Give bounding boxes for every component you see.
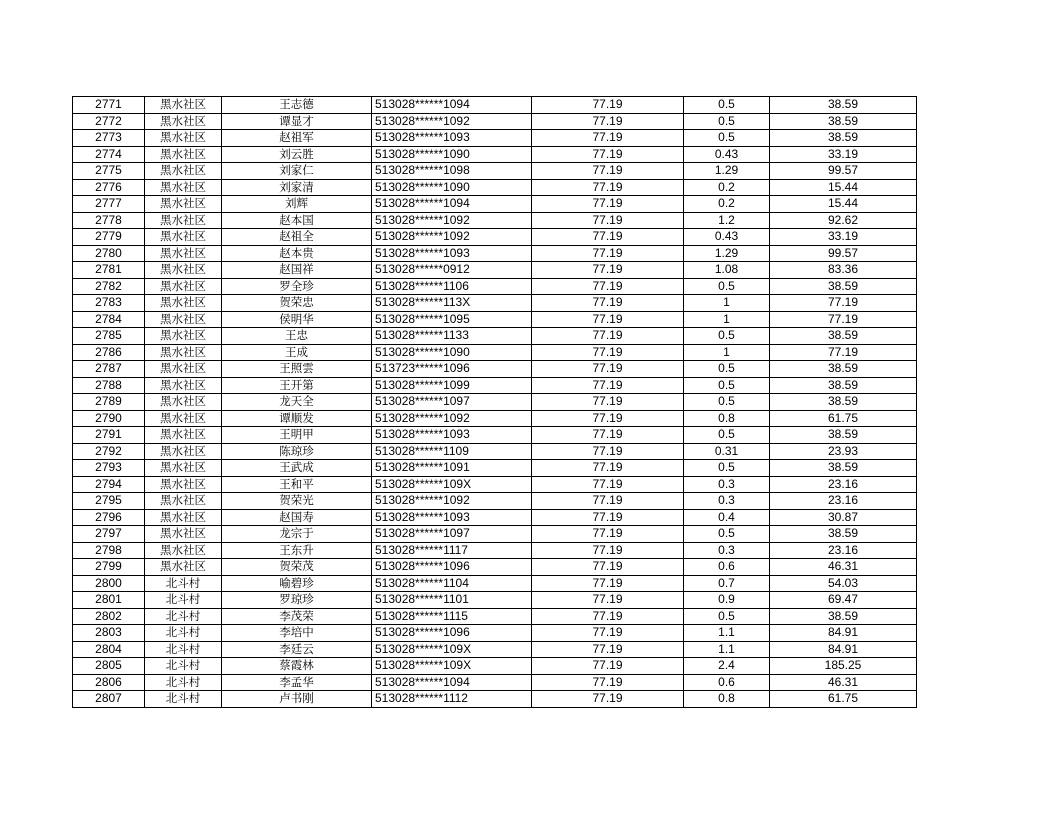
table-row <box>73 608 917 625</box>
cell-person-name: 贺荣茂 <box>222 559 372 576</box>
cell-area: 77.19 <box>532 608 684 625</box>
cell-id-number: 513028******1106 <box>372 278 532 295</box>
cell-serial-number: 2784 <box>73 311 145 328</box>
cell-amount: 23.93 <box>770 443 917 460</box>
table-row <box>73 196 917 213</box>
cell-id-number: 513028******0912 <box>372 262 532 279</box>
cell-id-number: 513028******1095 <box>372 311 532 328</box>
cell-area: 77.19 <box>532 97 684 114</box>
cell-ratio: 0.31 <box>684 443 770 460</box>
cell-id-number: 513028******1096 <box>372 625 532 642</box>
cell-serial-number: 2799 <box>73 559 145 576</box>
cell-person-name: 谭顺发 <box>222 410 372 427</box>
cell-serial-number: 2797 <box>73 526 145 543</box>
cell-village: 北斗村 <box>145 641 222 658</box>
table-row <box>73 625 917 642</box>
cell-amount: 99.57 <box>770 245 917 262</box>
table-row <box>73 97 917 114</box>
cell-area: 77.19 <box>532 262 684 279</box>
table-row <box>73 592 917 609</box>
cell-person-name: 刘家仁 <box>222 163 372 180</box>
cell-amount: 92.62 <box>770 212 917 229</box>
cell-area: 77.19 <box>532 476 684 493</box>
cell-village: 北斗村 <box>145 592 222 609</box>
cell-id-number: 513028******1090 <box>372 179 532 196</box>
cell-amount: 23.16 <box>770 493 917 510</box>
cell-id-number: 513028******1097 <box>372 394 532 411</box>
cell-amount: 38.59 <box>770 130 917 147</box>
cell-person-name: 李培中 <box>222 625 372 642</box>
table-row <box>73 130 917 147</box>
cell-amount: 38.59 <box>770 608 917 625</box>
cell-area: 77.19 <box>532 542 684 559</box>
cell-amount: 23.16 <box>770 542 917 559</box>
cell-person-name: 罗全珍 <box>222 278 372 295</box>
cell-serial-number: 2776 <box>73 179 145 196</box>
cell-area: 77.19 <box>532 229 684 246</box>
cell-village: 黑水社区 <box>145 146 222 163</box>
cell-village: 黑水社区 <box>145 245 222 262</box>
cell-area: 77.19 <box>532 377 684 394</box>
cell-ratio: 1 <box>684 295 770 312</box>
cell-amount: 38.59 <box>770 526 917 543</box>
cell-ratio: 0.43 <box>684 229 770 246</box>
table-row <box>73 344 917 361</box>
cell-id-number: 513028******1090 <box>372 344 532 361</box>
cell-person-name: 王照雲 <box>222 361 372 378</box>
cell-serial-number: 2780 <box>73 245 145 262</box>
cell-amount: 77.19 <box>770 311 917 328</box>
cell-serial-number: 2806 <box>73 674 145 691</box>
cell-amount: 38.59 <box>770 278 917 295</box>
cell-serial-number: 2794 <box>73 476 145 493</box>
cell-serial-number: 2783 <box>73 295 145 312</box>
table-row <box>73 394 917 411</box>
cell-person-name: 王武成 <box>222 460 372 477</box>
cell-ratio: 0.5 <box>684 377 770 394</box>
cell-id-number: 513028******1094 <box>372 674 532 691</box>
cell-amount: 38.59 <box>770 377 917 394</box>
cell-id-number: 513028******109X <box>372 476 532 493</box>
cell-ratio: 1.1 <box>684 625 770 642</box>
cell-ratio: 1.29 <box>684 163 770 180</box>
cell-area: 77.19 <box>532 691 684 708</box>
cell-area: 77.19 <box>532 113 684 130</box>
table-row <box>73 691 917 708</box>
cell-person-name: 王开第 <box>222 377 372 394</box>
table-body <box>73 97 917 708</box>
table-row <box>73 295 917 312</box>
cell-serial-number: 2792 <box>73 443 145 460</box>
cell-ratio: 0.3 <box>684 476 770 493</box>
cell-id-number: 513723******1096 <box>372 361 532 378</box>
cell-id-number: 513028******1092 <box>372 493 532 510</box>
cell-village: 黑水社区 <box>145 377 222 394</box>
cell-ratio: 0.4 <box>684 509 770 526</box>
cell-amount: 15.44 <box>770 196 917 213</box>
table-row <box>73 641 917 658</box>
cell-id-number: 513028******1109 <box>372 443 532 460</box>
cell-serial-number: 2782 <box>73 278 145 295</box>
cell-ratio: 0.6 <box>684 559 770 576</box>
cell-area: 77.19 <box>532 344 684 361</box>
cell-area: 77.19 <box>532 526 684 543</box>
cell-serial-number: 2785 <box>73 328 145 345</box>
cell-area: 77.19 <box>532 641 684 658</box>
cell-village: 黑水社区 <box>145 113 222 130</box>
cell-ratio: 0.5 <box>684 130 770 147</box>
cell-serial-number: 2777 <box>73 196 145 213</box>
cell-ratio: 0.8 <box>684 410 770 427</box>
cell-ratio: 0.5 <box>684 427 770 444</box>
cell-serial-number: 2772 <box>73 113 145 130</box>
cell-id-number: 513028******109X <box>372 658 532 675</box>
cell-id-number: 513028******1094 <box>372 97 532 114</box>
cell-person-name: 侯明华 <box>222 311 372 328</box>
cell-person-name: 李孟华 <box>222 674 372 691</box>
cell-village: 北斗村 <box>145 674 222 691</box>
cell-id-number: 513028******1098 <box>372 163 532 180</box>
cell-person-name: 王明甲 <box>222 427 372 444</box>
table-row <box>73 410 917 427</box>
cell-person-name: 贺荣忠 <box>222 295 372 312</box>
table-row <box>73 113 917 130</box>
cell-amount: 38.59 <box>770 328 917 345</box>
cell-village: 黑水社区 <box>145 196 222 213</box>
cell-area: 77.19 <box>532 625 684 642</box>
cell-village: 黑水社区 <box>145 262 222 279</box>
cell-person-name: 贺荣光 <box>222 493 372 510</box>
cell-amount: 33.19 <box>770 146 917 163</box>
cell-serial-number: 2774 <box>73 146 145 163</box>
cell-amount: 30.87 <box>770 509 917 526</box>
cell-id-number: 513028******1092 <box>372 229 532 246</box>
cell-area: 77.19 <box>532 460 684 477</box>
table-row <box>73 163 917 180</box>
cell-amount: 38.59 <box>770 460 917 477</box>
cell-village: 黑水社区 <box>145 542 222 559</box>
cell-serial-number: 2802 <box>73 608 145 625</box>
cell-id-number: 513028******1092 <box>372 212 532 229</box>
cell-id-number: 513028******1093 <box>372 245 532 262</box>
cell-person-name: 赵祖军 <box>222 130 372 147</box>
cell-village: 黑水社区 <box>145 559 222 576</box>
cell-id-number: 513028******1091 <box>372 460 532 477</box>
cell-village: 黑水社区 <box>145 361 222 378</box>
cell-village: 黑水社区 <box>145 394 222 411</box>
cell-serial-number: 2796 <box>73 509 145 526</box>
cell-area: 77.19 <box>532 493 684 510</box>
cell-amount: 38.59 <box>770 113 917 130</box>
cell-ratio: 0.5 <box>684 113 770 130</box>
cell-area: 77.19 <box>532 509 684 526</box>
cell-ratio: 1 <box>684 311 770 328</box>
cell-village: 黑水社区 <box>145 163 222 180</box>
cell-ratio: 0.5 <box>684 608 770 625</box>
cell-id-number: 513028******109X <box>372 641 532 658</box>
cell-amount: 69.47 <box>770 592 917 609</box>
cell-area: 77.19 <box>532 295 684 312</box>
cell-area: 77.19 <box>532 212 684 229</box>
cell-person-name: 龙宗于 <box>222 526 372 543</box>
cell-village: 黑水社区 <box>145 328 222 345</box>
table-row <box>73 526 917 543</box>
cell-amount: 77.19 <box>770 344 917 361</box>
cell-ratio: 0.3 <box>684 542 770 559</box>
cell-amount: 84.91 <box>770 625 917 642</box>
cell-amount: 99.57 <box>770 163 917 180</box>
cell-village: 黑水社区 <box>145 493 222 510</box>
cell-village: 黑水社区 <box>145 229 222 246</box>
cell-amount: 38.59 <box>770 427 917 444</box>
cell-person-name: 王忠 <box>222 328 372 345</box>
cell-serial-number: 2804 <box>73 641 145 658</box>
cell-person-name: 卢书刚 <box>222 691 372 708</box>
cell-village: 北斗村 <box>145 608 222 625</box>
cell-serial-number: 2807 <box>73 691 145 708</box>
cell-area: 77.19 <box>532 427 684 444</box>
cell-area: 77.19 <box>532 179 684 196</box>
cell-id-number: 513028******1090 <box>372 146 532 163</box>
table-row <box>73 262 917 279</box>
cell-ratio: 0.5 <box>684 328 770 345</box>
cell-ratio: 0.9 <box>684 592 770 609</box>
cell-village: 北斗村 <box>145 658 222 675</box>
table-row <box>73 212 917 229</box>
cell-area: 77.19 <box>532 575 684 592</box>
cell-id-number: 513028******1096 <box>372 559 532 576</box>
cell-person-name: 李廷云 <box>222 641 372 658</box>
cell-area: 77.19 <box>532 328 684 345</box>
table-row <box>73 179 917 196</box>
cell-serial-number: 2795 <box>73 493 145 510</box>
cell-amount: 61.75 <box>770 691 917 708</box>
cell-area: 77.19 <box>532 146 684 163</box>
cell-village: 黑水社区 <box>145 509 222 526</box>
cell-ratio: 0.8 <box>684 691 770 708</box>
table-row <box>73 658 917 675</box>
table-row <box>73 460 917 477</box>
cell-serial-number: 2798 <box>73 542 145 559</box>
cell-serial-number: 2773 <box>73 130 145 147</box>
cell-serial-number: 2791 <box>73 427 145 444</box>
table-row <box>73 361 917 378</box>
cell-amount: 185.25 <box>770 658 917 675</box>
cell-ratio: 0.5 <box>684 361 770 378</box>
cell-id-number: 513028******1101 <box>372 592 532 609</box>
cell-village: 北斗村 <box>145 691 222 708</box>
cell-village: 黑水社区 <box>145 179 222 196</box>
cell-id-number: 513028******1093 <box>372 130 532 147</box>
cell-person-name: 陈琼珍 <box>222 443 372 460</box>
cell-amount: 33.19 <box>770 229 917 246</box>
table-row <box>73 229 917 246</box>
cell-village: 北斗村 <box>145 575 222 592</box>
cell-village: 黑水社区 <box>145 97 222 114</box>
table-row <box>73 245 917 262</box>
cell-amount: 77.19 <box>770 295 917 312</box>
cell-serial-number: 2787 <box>73 361 145 378</box>
cell-village: 黑水社区 <box>145 212 222 229</box>
table-row <box>73 575 917 592</box>
cell-area: 77.19 <box>532 443 684 460</box>
table-row <box>73 311 917 328</box>
cell-village: 黑水社区 <box>145 526 222 543</box>
cell-serial-number: 2790 <box>73 410 145 427</box>
cell-person-name: 谭显才 <box>222 113 372 130</box>
table-row <box>73 377 917 394</box>
cell-person-name: 赵本国 <box>222 212 372 229</box>
cell-village: 黑水社区 <box>145 130 222 147</box>
cell-ratio: 0.5 <box>684 460 770 477</box>
cell-amount: 38.59 <box>770 361 917 378</box>
cell-serial-number: 2771 <box>73 97 145 114</box>
cell-amount: 54.03 <box>770 575 917 592</box>
cell-village: 黑水社区 <box>145 460 222 477</box>
cell-person-name: 喻碧珍 <box>222 575 372 592</box>
cell-ratio: 0.2 <box>684 196 770 213</box>
table-row <box>73 542 917 559</box>
cell-area: 77.19 <box>532 196 684 213</box>
cell-serial-number: 2803 <box>73 625 145 642</box>
cell-id-number: 513028******1093 <box>372 509 532 526</box>
cell-area: 77.19 <box>532 410 684 427</box>
cell-person-name: 王志德 <box>222 97 372 114</box>
cell-person-name: 赵祖全 <box>222 229 372 246</box>
cell-area: 77.19 <box>532 658 684 675</box>
cell-ratio: 0.7 <box>684 575 770 592</box>
cell-area: 77.19 <box>532 674 684 691</box>
cell-ratio: 1 <box>684 344 770 361</box>
cell-serial-number: 2781 <box>73 262 145 279</box>
cell-id-number: 513028******1093 <box>372 427 532 444</box>
data-table <box>72 96 917 708</box>
cell-amount: 15.44 <box>770 179 917 196</box>
cell-village: 黑水社区 <box>145 278 222 295</box>
cell-id-number: 513028******1097 <box>372 526 532 543</box>
table-row <box>73 443 917 460</box>
cell-id-number: 513028******1133 <box>372 328 532 345</box>
cell-id-number: 513028******1112 <box>372 691 532 708</box>
table-row <box>73 427 917 444</box>
cell-village: 黑水社区 <box>145 295 222 312</box>
cell-person-name: 王成 <box>222 344 372 361</box>
cell-ratio: 1.2 <box>684 212 770 229</box>
cell-person-name: 王东升 <box>222 542 372 559</box>
cell-village: 黑水社区 <box>145 311 222 328</box>
cell-amount: 38.59 <box>770 394 917 411</box>
cell-area: 77.19 <box>532 163 684 180</box>
cell-serial-number: 2786 <box>73 344 145 361</box>
cell-ratio: 0.5 <box>684 394 770 411</box>
cell-person-name: 王和平 <box>222 476 372 493</box>
cell-ratio: 0.43 <box>684 146 770 163</box>
cell-village: 黑水社区 <box>145 344 222 361</box>
cell-area: 77.19 <box>532 130 684 147</box>
table-row <box>73 493 917 510</box>
table-row <box>73 328 917 345</box>
cell-person-name: 龙天全 <box>222 394 372 411</box>
cell-amount: 23.16 <box>770 476 917 493</box>
cell-area: 77.19 <box>532 245 684 262</box>
cell-serial-number: 2800 <box>73 575 145 592</box>
cell-amount: 38.59 <box>770 97 917 114</box>
cell-id-number: 513028******113X <box>372 295 532 312</box>
cell-id-number: 513028******1092 <box>372 113 532 130</box>
cell-village: 北斗村 <box>145 625 222 642</box>
cell-person-name: 刘家清 <box>222 179 372 196</box>
cell-person-name: 李茂荣 <box>222 608 372 625</box>
cell-ratio: 1.1 <box>684 641 770 658</box>
table-row <box>73 278 917 295</box>
cell-ratio: 0.2 <box>684 179 770 196</box>
cell-serial-number: 2793 <box>73 460 145 477</box>
cell-amount: 83.36 <box>770 262 917 279</box>
cell-area: 77.19 <box>532 394 684 411</box>
cell-village: 黑水社区 <box>145 476 222 493</box>
cell-ratio: 1.29 <box>684 245 770 262</box>
cell-area: 77.19 <box>532 361 684 378</box>
cell-serial-number: 2779 <box>73 229 145 246</box>
table-row <box>73 146 917 163</box>
cell-serial-number: 2778 <box>73 212 145 229</box>
cell-serial-number: 2775 <box>73 163 145 180</box>
cell-ratio: 0.5 <box>684 278 770 295</box>
cell-village: 黑水社区 <box>145 443 222 460</box>
cell-id-number: 513028******1117 <box>372 542 532 559</box>
cell-ratio: 0.6 <box>684 674 770 691</box>
cell-amount: 84.91 <box>770 641 917 658</box>
cell-id-number: 513028******1092 <box>372 410 532 427</box>
cell-ratio: 1.08 <box>684 262 770 279</box>
cell-amount: 61.75 <box>770 410 917 427</box>
cell-village: 黑水社区 <box>145 410 222 427</box>
cell-area: 77.19 <box>532 311 684 328</box>
table-row <box>73 559 917 576</box>
cell-ratio: 0.5 <box>684 97 770 114</box>
cell-area: 77.19 <box>532 592 684 609</box>
cell-person-name: 刘云胜 <box>222 146 372 163</box>
cell-serial-number: 2788 <box>73 377 145 394</box>
cell-area: 77.19 <box>532 278 684 295</box>
cell-village: 黑水社区 <box>145 427 222 444</box>
table-row <box>73 674 917 691</box>
cell-serial-number: 2789 <box>73 394 145 411</box>
cell-serial-number: 2805 <box>73 658 145 675</box>
cell-amount: 46.31 <box>770 559 917 576</box>
cell-person-name: 赵国寿 <box>222 509 372 526</box>
cell-id-number: 513028******1099 <box>372 377 532 394</box>
cell-id-number: 513028******1115 <box>372 608 532 625</box>
cell-serial-number: 2801 <box>73 592 145 609</box>
cell-ratio: 0.5 <box>684 526 770 543</box>
cell-id-number: 513028******1104 <box>372 575 532 592</box>
cell-person-name: 蔡霞林 <box>222 658 372 675</box>
table-row <box>73 509 917 526</box>
cell-ratio: 2.4 <box>684 658 770 675</box>
table-row <box>73 476 917 493</box>
cell-ratio: 0.3 <box>684 493 770 510</box>
cell-person-name: 罗琼珍 <box>222 592 372 609</box>
cell-amount: 46.31 <box>770 674 917 691</box>
cell-id-number: 513028******1094 <box>372 196 532 213</box>
cell-area: 77.19 <box>532 559 684 576</box>
cell-person-name: 刘辉 <box>222 196 372 213</box>
cell-person-name: 赵国祥 <box>222 262 372 279</box>
cell-person-name: 赵本贵 <box>222 245 372 262</box>
